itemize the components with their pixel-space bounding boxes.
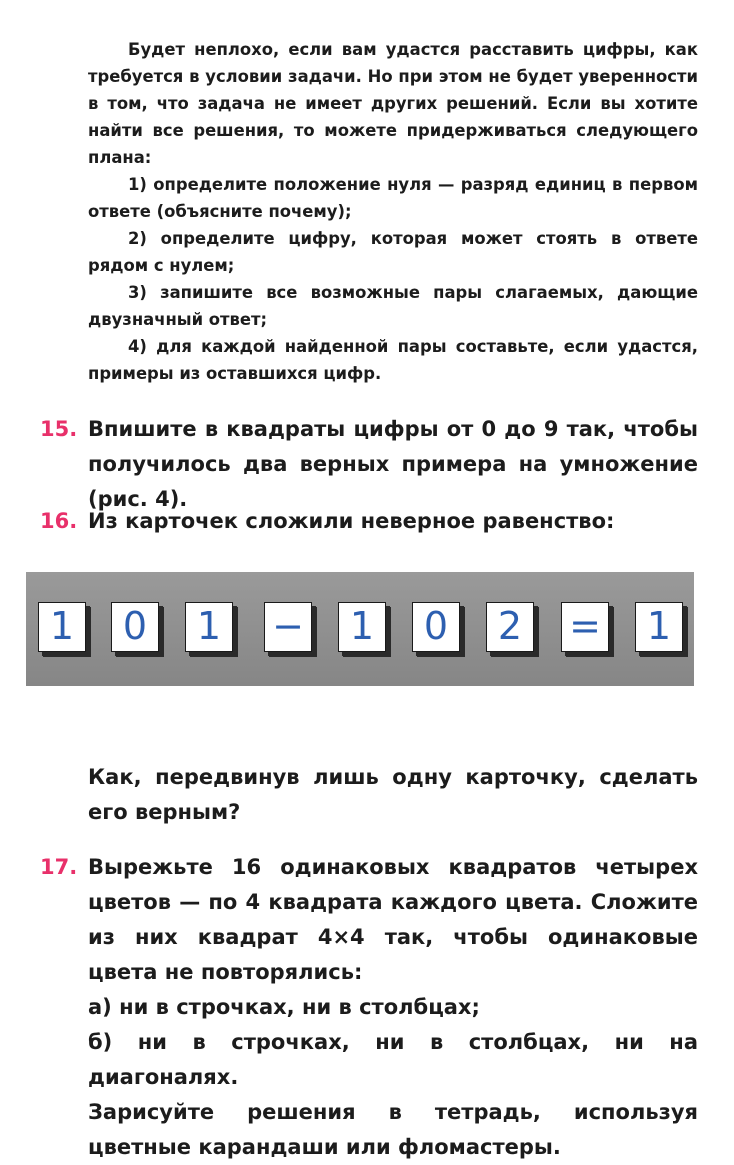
card-symbol: 2 bbox=[497, 604, 523, 648]
problem-text: Впишите в квадраты цифры от 0 до 9 так, чтобы получилось два верных примера на умножение (рис. 4). bbox=[88, 417, 698, 511]
problem-text: Вырежьте 16 одинаковых квадратов четырех цветов — по 4 квадрата каждого цвета. Сложите из них квадрат 4×4 так, чтобы одинаковые цвета не повторялись: bbox=[88, 855, 698, 984]
hint-step-3: 3) запишите все возможные пары слагаемых, дающие двузначный ответ; bbox=[88, 283, 698, 329]
problem-15 bbox=[40, 412, 698, 517]
problem-item-b: б) ни в строчках, ни в столбцах, ни на диагоналях. bbox=[88, 1030, 698, 1089]
card bbox=[412, 602, 460, 652]
card bbox=[635, 602, 683, 652]
card-symbol: 1 bbox=[196, 604, 222, 648]
problem-16 bbox=[40, 504, 698, 539]
card-symbol: = bbox=[569, 604, 601, 648]
card bbox=[185, 602, 233, 652]
hint-step-2: 2) определите цифру, которая может стоять в ответе рядом с нулем; bbox=[88, 229, 698, 275]
card bbox=[338, 602, 386, 652]
problem-item-a: а) ни в строчках, ни в столбцах; bbox=[88, 995, 480, 1019]
card bbox=[38, 602, 86, 652]
card bbox=[111, 602, 159, 652]
card-symbol: − bbox=[272, 604, 304, 648]
problem-number: 15. bbox=[40, 417, 78, 441]
hint-block bbox=[88, 36, 698, 387]
hint-step-4: 4) для каждой найденной пары составьте, если удастся, примеры из оставшихся цифр. bbox=[88, 337, 698, 383]
problem-number: 17. bbox=[40, 855, 78, 879]
problem-17 bbox=[40, 850, 698, 1165]
card-symbol: 0 bbox=[423, 604, 449, 648]
card-symbol: 0 bbox=[122, 604, 148, 648]
cards-strip bbox=[26, 572, 694, 686]
card-symbol: 1 bbox=[49, 604, 75, 648]
card-symbol: 1 bbox=[349, 604, 375, 648]
problem-text: Из карточек сложили неверное равенство: bbox=[88, 509, 615, 533]
hint-step-1: 1) определите положение нуля — разряд единиц в первом ответе (объясните почему); bbox=[88, 175, 698, 221]
card bbox=[486, 602, 534, 652]
card bbox=[264, 602, 312, 652]
card bbox=[561, 602, 609, 652]
problem-question: Как, передвинув лишь одну карточку, сделать его верным? bbox=[88, 765, 698, 824]
problem-closing: Зарисуйте решения в тетрадь, используя цветные карандаши или фломастеры. bbox=[88, 1100, 698, 1159]
hint-intro: Будет неплохо, если вам удастся расставить цифры, как требуется в условии задачи. Но при этом не будет уверенности в том, что задача не имеет других решений. Если вы хотите найти все решения, то можете придерживаться следующего плана: bbox=[88, 40, 698, 167]
card-symbol: 1 bbox=[646, 604, 672, 648]
problem-16-question bbox=[88, 760, 698, 830]
problem-number: 16. bbox=[40, 509, 78, 533]
